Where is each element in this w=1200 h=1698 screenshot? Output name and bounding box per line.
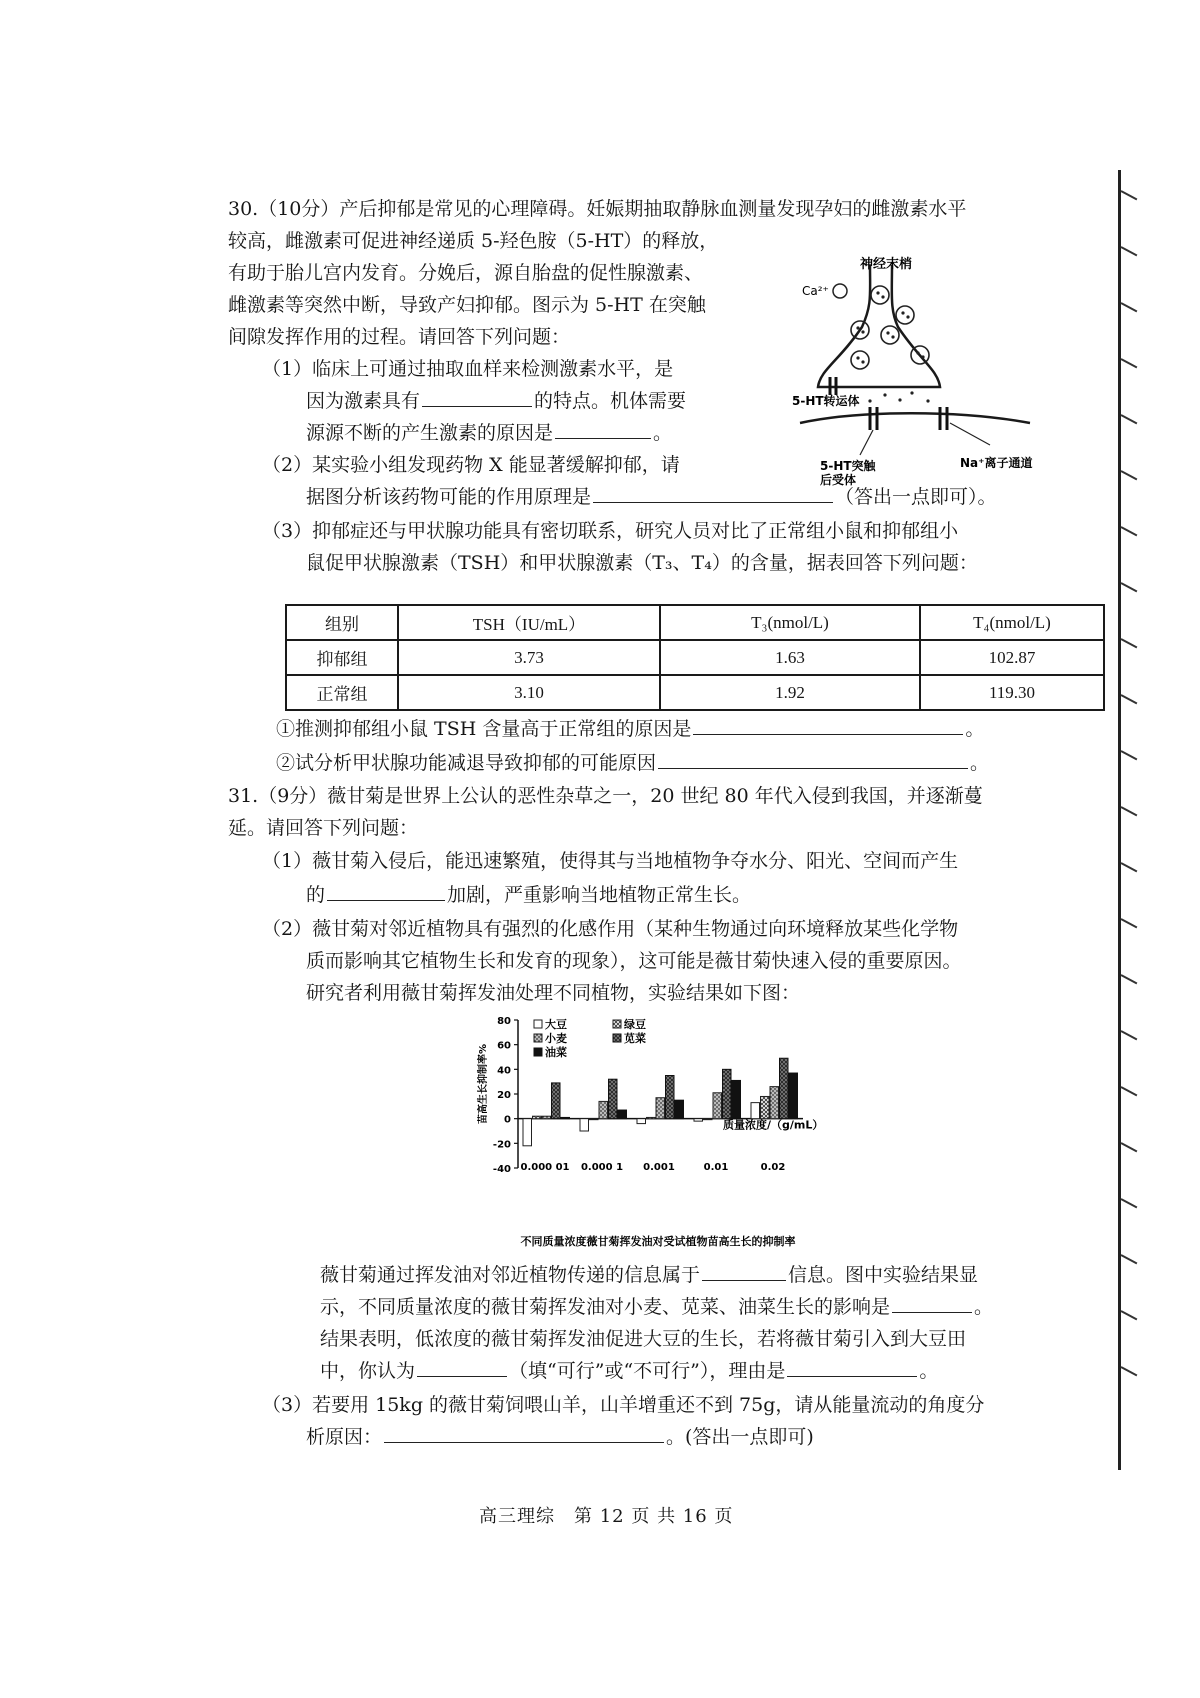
q31-after-line2 — [320, 1294, 993, 1320]
table-header-cell: 组别 — [286, 605, 398, 640]
q30-line5: 间隙发挥作用的过程。请回答下列问题： — [228, 326, 571, 348]
text: 因为激素具有 — [306, 390, 421, 412]
binding-tick — [1121, 862, 1138, 872]
label-nerve-ending: 神经末梢 — [860, 257, 913, 272]
bar — [770, 1087, 779, 1119]
answer-blank[interactable] — [327, 882, 445, 901]
answer-blank[interactable] — [593, 484, 833, 503]
binding-tick — [1121, 358, 1138, 368]
q30-part3-line2: 鼠促甲状腺激素（TSH）和甲状腺激素（T₃、T₄）的含量，据表回答下列问题： — [306, 552, 978, 574]
text: （答出一点即可）。 — [835, 486, 997, 508]
text: 。(答出一点即可) — [666, 1426, 814, 1448]
label-transporter: 5-HT转运体 — [792, 394, 860, 408]
legend-label: 苋菜 — [624, 1032, 646, 1045]
q31-part2-line1: （2）薇甘菊对邻近植物具有强烈的化感作用（某种生物通过向环境释放某些化学物 — [262, 918, 959, 940]
q31-after-line3: 结果表明，低浓度的薇甘菊挥发油促进大豆的生长，若将薇甘菊引入到大豆田 — [320, 1328, 967, 1350]
legend-label: 油菜 — [545, 1046, 567, 1059]
bar — [590, 1119, 599, 1120]
legend-swatch — [534, 1048, 542, 1056]
binding-tick — [1121, 1198, 1138, 1208]
x-tick-label: 0.01 — [703, 1162, 729, 1173]
text: 中，你认为 — [320, 1360, 416, 1382]
q30-part3-line1: （3）抑郁症还与甲状腺功能具有密切联系，研究人员对比了正常组小鼠和抑郁组小 — [262, 520, 959, 542]
bar — [552, 1083, 561, 1119]
answer-blank[interactable] — [417, 1358, 507, 1377]
y-tick-label: -20 — [492, 1139, 511, 1151]
label-pointer — [860, 430, 873, 455]
text: ②试分析甲状腺功能减退导致抑郁的可能原因 — [276, 752, 657, 774]
bar — [561, 1117, 570, 1118]
q30-header: 30.（10分）产后抑郁是常见的心理障碍。妊娠期抽取静脉血测量发现孕妇的雌激素水平 — [228, 198, 967, 220]
y-tick-label: 0 — [504, 1114, 511, 1126]
table-cell: 1.92 — [660, 675, 920, 710]
binding-edge-ticks — [1121, 190, 1141, 1490]
binding-tick — [1121, 414, 1138, 424]
legend-label: 大豆 — [545, 1018, 567, 1031]
table-cell: 3.73 — [398, 640, 660, 675]
table-cell: 102.87 — [920, 640, 1104, 675]
bar — [599, 1101, 608, 1118]
bar — [618, 1110, 627, 1119]
answer-blank[interactable] — [702, 1262, 786, 1281]
bar — [694, 1119, 703, 1121]
x-tick-label: 0.02 — [760, 1162, 786, 1173]
postsynaptic-membrane — [800, 413, 1030, 423]
bar — [637, 1119, 646, 1124]
bar — [789, 1073, 798, 1119]
text: （填“可行”或“不可行”），理由是 — [509, 1360, 786, 1382]
binding-tick — [1121, 302, 1138, 312]
q30-part2-line1: （2）某实验小组发现药物 X 能显著缓解抑郁，请 — [262, 454, 680, 476]
table-cell: 1.63 — [660, 640, 920, 675]
page-footer: 高三理综 第 12 页 共 16 页 — [479, 1506, 734, 1527]
table-cell: 正常组 — [286, 675, 398, 710]
text: 示，不同质量浓度的薇甘菊挥发油对小麦、苋菜、油菜生长的影响是 — [320, 1296, 891, 1318]
binding-tick — [1121, 1142, 1138, 1152]
text: 源源不断的产生激素的原因是 — [306, 422, 554, 444]
bar — [732, 1080, 741, 1118]
y-tick-label: 40 — [497, 1065, 511, 1077]
y-tick-label: 60 — [497, 1040, 511, 1052]
legend-label: 绿豆 — [624, 1018, 646, 1031]
binding-tick — [1121, 582, 1138, 592]
table-header-cell: TSH（IU/mL） — [398, 605, 660, 640]
text: 。 — [970, 752, 990, 774]
receptor-protein — [870, 407, 947, 430]
q31-part2-line3: 研究者利用薇甘菊挥发油处理不同植物，实验结果如下图： — [306, 982, 801, 1004]
answer-blank[interactable] — [555, 420, 651, 439]
text: 薇甘菊通过挥发油对邻近植物传递的信息属于 — [320, 1264, 701, 1286]
table-cell: 抑郁组 — [286, 640, 398, 675]
q31-header: 31.（9分）薇甘菊是世界上公认的恶性杂草之一，20 世纪 80 年代入侵到我国，并逐渐蔓 — [228, 785, 983, 807]
text: 的 — [306, 884, 326, 906]
answer-blank[interactable] — [384, 1424, 664, 1443]
answer-blank[interactable] — [658, 750, 968, 769]
q30-part1-line1: （1）临床上可通过抽取血样来检测激素水平，是 — [262, 358, 674, 380]
bar — [751, 1103, 760, 1119]
table-row — [286, 675, 1104, 710]
binding-tick — [1121, 638, 1138, 648]
label-ca: Ca²⁺ — [802, 284, 829, 298]
bar — [675, 1100, 684, 1119]
table-cell: 119.30 — [920, 675, 1104, 710]
bar — [609, 1079, 618, 1118]
legend-swatch — [613, 1020, 621, 1028]
legend-swatch — [534, 1020, 542, 1028]
text: 信息。图中实验结果显 — [788, 1264, 979, 1286]
binding-tick — [1121, 190, 1138, 200]
bar — [647, 1117, 656, 1118]
q30-sub-i — [276, 716, 984, 742]
bar — [533, 1116, 542, 1118]
answer-blank[interactable] — [693, 716, 963, 735]
ca-ion — [833, 284, 847, 298]
q31-line2: 延。请回答下列问题： — [228, 817, 419, 839]
chart-title: 不同质量浓度薇甘菊挥发油对受试植物苗高生长的抑制率 — [520, 1235, 796, 1248]
bar — [666, 1076, 675, 1119]
q30-sub-ii — [276, 750, 989, 776]
table-header-row — [286, 605, 1104, 640]
legend-swatch — [534, 1034, 542, 1042]
y-tick-label: 80 — [497, 1016, 511, 1027]
binding-tick — [1121, 1366, 1138, 1376]
bar — [723, 1069, 732, 1118]
x-tick-label: 0.001 — [643, 1162, 675, 1173]
bar — [523, 1119, 532, 1146]
text: 。 — [974, 1296, 994, 1318]
q30-line4: 雌激素等突然中断，导致产妇抑郁。图示为 5-HT 在突触 — [228, 294, 706, 316]
bar — [542, 1116, 551, 1118]
text: 。 — [965, 718, 985, 740]
text: 的特点。机体需要 — [534, 390, 687, 412]
q31-part3-line2 — [306, 1424, 814, 1450]
y-axis-label: 苗高生长抑制率% — [478, 1043, 489, 1125]
q31-part3-line1: （3）若要用 15kg 的薇甘菊饲喂山羊，山羊增重还不到 75g，请从能量流动的角度分 — [262, 1394, 985, 1416]
answer-blank[interactable] — [892, 1294, 972, 1313]
q30-part1-line2 — [306, 388, 686, 414]
table-row — [286, 640, 1104, 675]
binding-tick — [1121, 470, 1138, 480]
q31-part1-line1: （1）薇甘菊入侵后，能迅速繁殖，使得其与当地植物争夺水分、阳光、空间而产生 — [262, 850, 959, 872]
text: ①推测抑郁组小鼠 TSH 含量高于正常组的原因是 — [276, 718, 692, 740]
nerve-terminal-outline — [818, 265, 940, 387]
synapse-diagram — [792, 255, 1080, 487]
table-header-cell: T₄(nmol/L) — [920, 605, 1104, 640]
text: 。 — [653, 422, 673, 444]
label-pointer — [950, 423, 990, 445]
y-tick-label: 20 — [497, 1090, 511, 1101]
binding-tick — [1121, 1254, 1138, 1264]
q30-part1-line3 — [306, 420, 672, 446]
inhibition-bar-chart — [468, 1010, 898, 1260]
bar — [761, 1096, 770, 1118]
bar — [713, 1093, 722, 1119]
binding-tick — [1121, 246, 1138, 256]
legend-swatch — [613, 1034, 621, 1042]
chart-bars — [523, 1058, 798, 1146]
x-axis-label: 质量浓度/（g/mL） — [723, 1118, 824, 1132]
table-cell: 3.10 — [398, 675, 660, 710]
text: 加剧，严重影响当地植物正常生长。 — [447, 884, 752, 906]
text: 据图分析该药物可能的作用原理是 — [306, 486, 592, 508]
bar — [656, 1098, 665, 1119]
label-receptor-2: 后受体 — [820, 473, 857, 487]
binding-tick — [1121, 1030, 1138, 1040]
binding-tick — [1121, 694, 1138, 704]
bar — [780, 1058, 789, 1118]
y-tick-label: -40 — [492, 1164, 511, 1175]
x-tick-label: 0.000 01 — [520, 1162, 570, 1173]
label-receptor-1: 5-HT突触 — [820, 459, 876, 473]
q31-after-line1 — [320, 1262, 978, 1288]
q31-part1-line2 — [306, 882, 751, 908]
answer-blank[interactable] — [787, 1358, 917, 1377]
q31-part2-line2: 质而影响其它植物生长和发育的现象），这可能是薇甘菊快速入侵的重要原因。 — [306, 950, 962, 972]
binding-tick — [1121, 1086, 1138, 1096]
q30-part2-line2 — [306, 484, 997, 510]
binding-tick — [1121, 918, 1138, 928]
binding-tick — [1121, 750, 1138, 760]
q31-after-line4 — [320, 1358, 938, 1384]
binding-tick — [1121, 526, 1138, 536]
answer-blank[interactable] — [422, 388, 532, 407]
label-channel: Na⁺离子通道 — [960, 456, 1033, 470]
text: 析原因： — [306, 1426, 383, 1448]
table-header-cell: T₃(nmol/L) — [660, 605, 920, 640]
q30-line2: 较高，雌激素可促进神经递质 5-羟色胺（5-HT）的释放， — [228, 230, 719, 252]
text: 。 — [919, 1360, 939, 1382]
x-tick-label: 0.000 1 — [580, 1162, 624, 1173]
binding-tick — [1121, 974, 1138, 984]
bar — [580, 1119, 589, 1131]
binding-tick — [1121, 806, 1138, 816]
q30-line3: 有助于胎儿宫内发育。分娩后，源自胎盘的促性腺激素、 — [228, 262, 704, 284]
binding-tick — [1121, 1310, 1138, 1320]
hormone-table — [285, 604, 1105, 711]
bar — [704, 1119, 713, 1120]
legend-label: 小麦 — [545, 1032, 567, 1045]
